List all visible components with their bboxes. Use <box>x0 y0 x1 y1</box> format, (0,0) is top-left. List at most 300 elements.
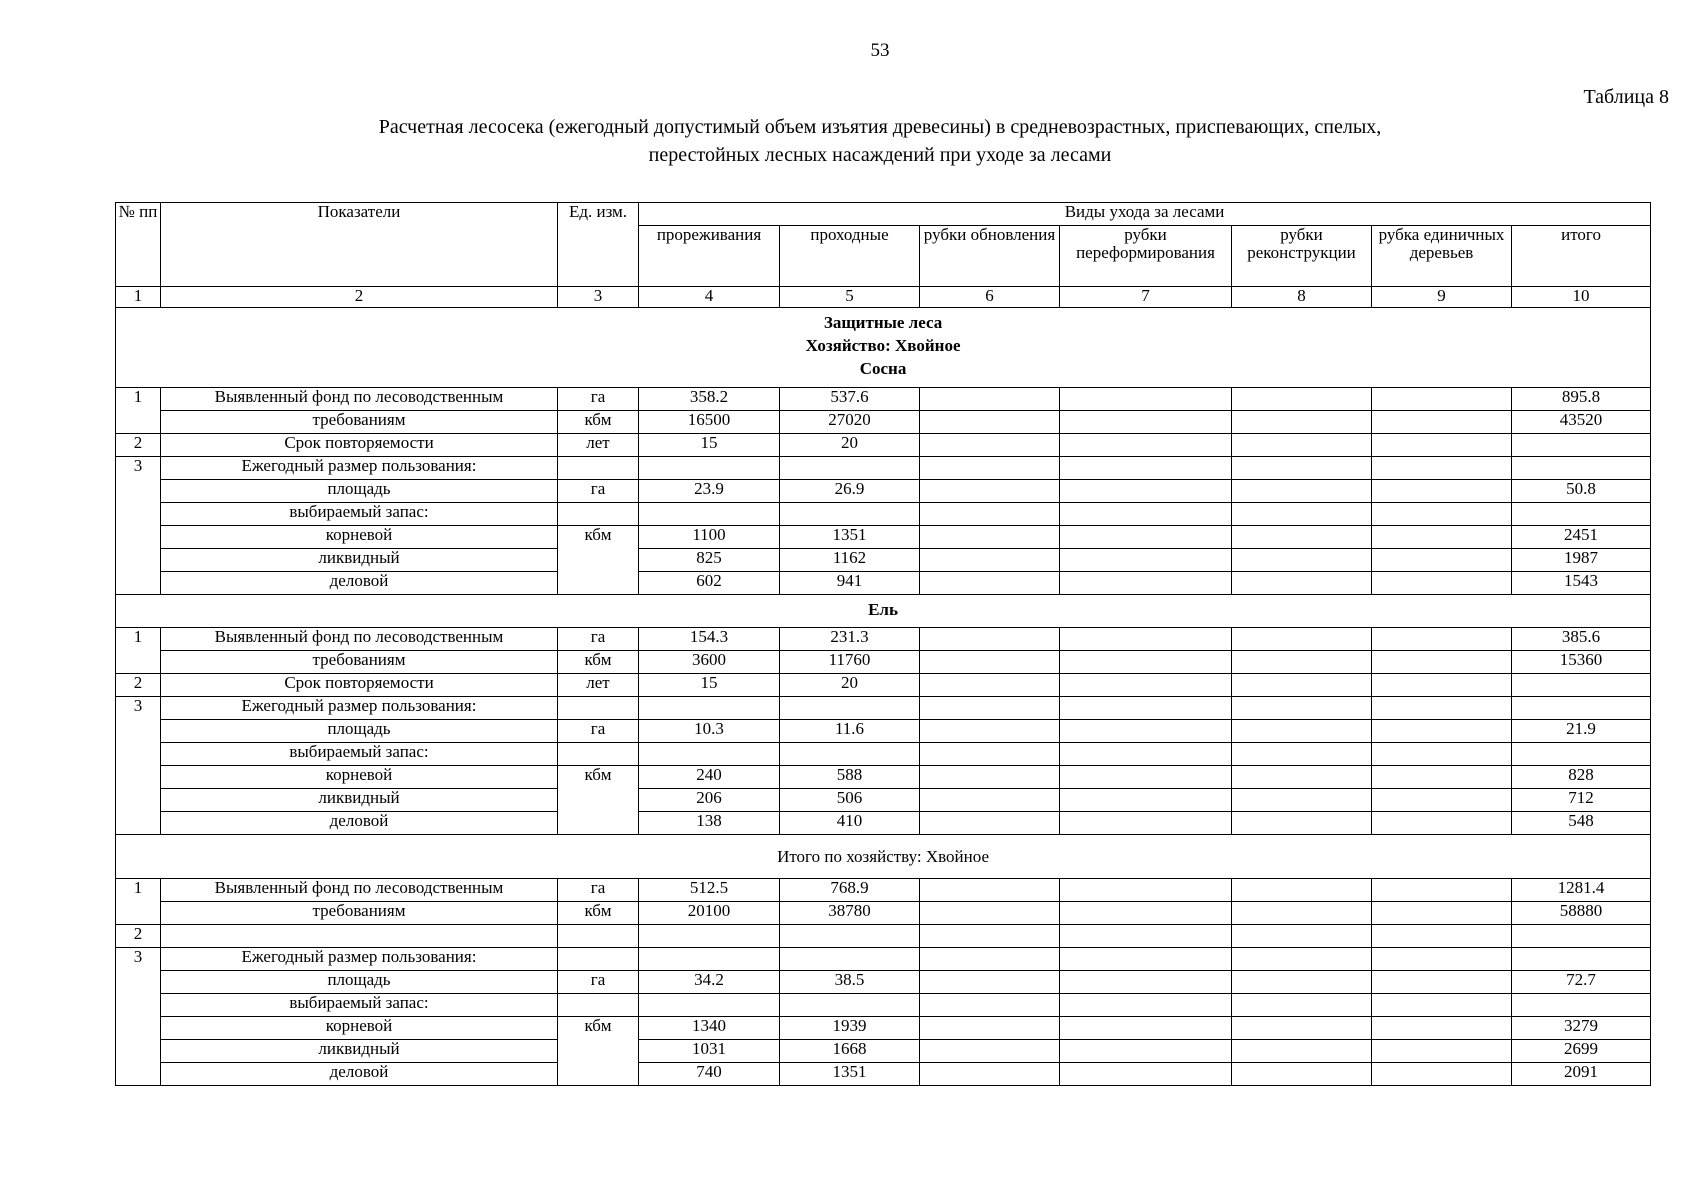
value-cell: 10.3 <box>639 720 780 743</box>
value-cell <box>1232 994 1372 1017</box>
value-cell: 1162 <box>780 549 920 572</box>
value-cell <box>1060 948 1232 971</box>
unit-cell: га <box>558 720 639 743</box>
value-cell <box>1060 971 1232 994</box>
indicator-label: ликвидный <box>161 549 558 572</box>
value-cell <box>1232 503 1372 526</box>
value-cell: 11760 <box>780 651 920 674</box>
unit-cell: кбм <box>558 766 639 835</box>
value-cell: 20 <box>780 674 920 697</box>
value-cell <box>1512 674 1651 697</box>
value-cell <box>1232 572 1372 595</box>
indicator-label: корневой <box>161 766 558 789</box>
value-cell <box>1232 1040 1372 1063</box>
value-cell <box>1372 1063 1512 1086</box>
value-cell <box>1372 651 1512 674</box>
indicator-label: деловой <box>161 1063 558 1086</box>
value-cell: 1281.4 <box>1512 879 1651 902</box>
col-num: 2 <box>161 287 558 308</box>
value-cell <box>1060 902 1232 925</box>
value-cell: 15 <box>639 674 780 697</box>
value-cell <box>920 812 1060 835</box>
value-cell: 506 <box>780 789 920 812</box>
indicator-label: площадь <box>161 971 558 994</box>
row-number: 3 <box>116 457 161 595</box>
value-cell: 20100 <box>639 902 780 925</box>
section-title <box>116 595 1651 628</box>
value-cell <box>920 628 1060 651</box>
row-number: 1 <box>116 879 161 925</box>
table-row <box>116 879 1651 902</box>
value-cell <box>920 971 1060 994</box>
value-cell: 2451 <box>1512 526 1651 549</box>
value-cell: 34.2 <box>639 971 780 994</box>
value-cell: 1031 <box>639 1040 780 1063</box>
table-label: Таблица 8 <box>1583 86 1669 108</box>
value-cell: 3279 <box>1512 1017 1651 1040</box>
unit-cell <box>558 697 639 720</box>
header-col-total: итого <box>1512 226 1651 287</box>
value-cell <box>1060 720 1232 743</box>
value-cell <box>780 743 920 766</box>
value-cell <box>1372 925 1512 948</box>
table-row <box>116 549 1651 572</box>
value-cell <box>639 697 780 720</box>
table-row <box>116 948 1651 971</box>
value-cell: 895.8 <box>1512 388 1651 411</box>
value-cell <box>639 743 780 766</box>
value-cell <box>1060 651 1232 674</box>
value-cell <box>1372 879 1512 902</box>
value-cell <box>1372 1017 1512 1040</box>
value-cell <box>1060 994 1232 1017</box>
table-row <box>116 388 1651 411</box>
value-cell <box>920 925 1060 948</box>
value-cell: 410 <box>780 812 920 835</box>
value-cell <box>920 526 1060 549</box>
value-cell <box>1232 812 1372 835</box>
value-cell: 548 <box>1512 812 1651 835</box>
table-row <box>116 994 1651 1017</box>
value-cell <box>1060 503 1232 526</box>
col-num: 7 <box>1060 287 1232 308</box>
value-cell <box>1372 1040 1512 1063</box>
table-row <box>116 1017 1651 1040</box>
value-cell <box>1232 651 1372 674</box>
value-cell <box>1060 925 1232 948</box>
value-cell <box>1372 697 1512 720</box>
col-num: 10 <box>1512 287 1651 308</box>
value-cell: 1340 <box>639 1017 780 1040</box>
value-cell <box>639 503 780 526</box>
value-cell <box>1372 674 1512 697</box>
unit-cell <box>558 743 639 766</box>
table-row <box>116 902 1651 925</box>
section-title-line: Хозяйство: Хвойное <box>805 336 961 355</box>
row-number: 3 <box>116 948 161 1086</box>
value-cell <box>1060 572 1232 595</box>
value-cell: 512.5 <box>639 879 780 902</box>
col-num: 9 <box>1372 287 1512 308</box>
value-cell <box>1372 743 1512 766</box>
indicator-label <box>161 925 558 948</box>
column-numbers-row <box>116 287 1651 308</box>
value-cell <box>920 457 1060 480</box>
row-number: 1 <box>116 388 161 434</box>
value-cell <box>1372 812 1512 835</box>
unit-cell: лет <box>558 674 639 697</box>
value-cell <box>920 549 1060 572</box>
value-cell: 15360 <box>1512 651 1651 674</box>
section-title-row <box>116 835 1651 879</box>
unit-cell <box>558 925 639 948</box>
table-row <box>116 526 1651 549</box>
col-num: 5 <box>780 287 920 308</box>
value-cell <box>1512 434 1651 457</box>
value-cell <box>639 925 780 948</box>
unit-cell <box>558 503 639 526</box>
row-number: 2 <box>116 434 161 457</box>
title-line-2: перестойных лесных насаждений при уходе за лесами <box>648 144 1112 166</box>
value-cell <box>920 902 1060 925</box>
value-cell <box>780 503 920 526</box>
value-cell <box>639 457 780 480</box>
value-cell <box>920 411 1060 434</box>
value-cell <box>1232 1017 1372 1040</box>
value-cell <box>1372 971 1512 994</box>
value-cell: 16500 <box>639 411 780 434</box>
value-cell: 23.9 <box>639 480 780 503</box>
value-cell <box>1512 948 1651 971</box>
value-cell <box>1512 994 1651 1017</box>
value-cell <box>920 789 1060 812</box>
indicator-label: Выявленный фонд по лесоводственным <box>161 628 558 651</box>
value-cell <box>1372 388 1512 411</box>
value-cell <box>1060 480 1232 503</box>
value-cell <box>1060 1017 1232 1040</box>
indicator-label: площадь <box>161 480 558 503</box>
value-cell: 15 <box>639 434 780 457</box>
indicator-label: корневой <box>161 526 558 549</box>
value-cell <box>1512 925 1651 948</box>
value-cell: 1668 <box>780 1040 920 1063</box>
indicator-label: требованиям <box>161 651 558 674</box>
unit-cell: га <box>558 388 639 411</box>
value-cell <box>1060 526 1232 549</box>
value-cell: 72.7 <box>1512 971 1651 994</box>
value-cell <box>1232 766 1372 789</box>
value-cell <box>1060 697 1232 720</box>
header-col-passage: проходные <box>780 226 920 287</box>
indicator-label: корневой <box>161 1017 558 1040</box>
value-cell: 712 <box>1512 789 1651 812</box>
unit-cell: га <box>558 628 639 651</box>
col-num: 8 <box>1232 287 1372 308</box>
value-cell <box>1372 720 1512 743</box>
unit-cell: кбм <box>558 902 639 925</box>
table-row <box>116 1063 1651 1086</box>
table-row <box>116 503 1651 526</box>
value-cell <box>1372 503 1512 526</box>
value-cell <box>1232 457 1372 480</box>
value-cell <box>920 503 1060 526</box>
indicator-label: выбираемый запас: <box>161 743 558 766</box>
value-cell: 58880 <box>1512 902 1651 925</box>
value-cell <box>1232 925 1372 948</box>
value-cell: 941 <box>780 572 920 595</box>
col-num: 3 <box>558 287 639 308</box>
header-care-types: Виды ухода за лесами <box>639 203 1651 226</box>
value-cell <box>1060 1063 1232 1086</box>
value-cell <box>1060 789 1232 812</box>
value-cell: 21.9 <box>1512 720 1651 743</box>
value-cell <box>920 1017 1060 1040</box>
value-cell: 740 <box>639 1063 780 1086</box>
header-col-thinning: прореживания <box>639 226 780 287</box>
indicator-label: Ежегодный размер пользования: <box>161 457 558 480</box>
value-cell <box>1060 812 1232 835</box>
value-cell <box>920 651 1060 674</box>
table-row <box>116 628 1651 651</box>
value-cell <box>1372 434 1512 457</box>
value-cell: 1939 <box>780 1017 920 1040</box>
section-title-line: Сосна <box>859 359 907 378</box>
row-number: 2 <box>116 674 161 697</box>
value-cell <box>920 879 1060 902</box>
value-cell: 231.3 <box>780 628 920 651</box>
value-cell: 38780 <box>780 902 920 925</box>
unit-cell: лет <box>558 434 639 457</box>
table-row <box>116 480 1651 503</box>
value-cell: 50.8 <box>1512 480 1651 503</box>
value-cell: 154.3 <box>639 628 780 651</box>
value-cell: 2699 <box>1512 1040 1651 1063</box>
value-cell <box>920 743 1060 766</box>
col-num: 6 <box>920 287 1060 308</box>
value-cell <box>1372 766 1512 789</box>
value-cell <box>780 948 920 971</box>
value-cell: 602 <box>639 572 780 595</box>
value-cell <box>639 948 780 971</box>
indicator-label: выбираемый запас: <box>161 503 558 526</box>
unit-cell: кбм <box>558 1017 639 1086</box>
value-cell: 537.6 <box>780 388 920 411</box>
row-number: 3 <box>116 697 161 835</box>
indicator-label: требованиям <box>161 902 558 925</box>
indicator-label: Срок повторяемости <box>161 434 558 457</box>
table-row <box>116 457 1651 480</box>
value-cell <box>1232 526 1372 549</box>
value-cell: 27020 <box>780 411 920 434</box>
section-title <box>116 308 1651 388</box>
value-cell <box>1372 789 1512 812</box>
value-cell <box>780 994 920 1017</box>
value-cell <box>1060 411 1232 434</box>
value-cell <box>920 697 1060 720</box>
unit-cell <box>558 948 639 971</box>
value-cell <box>780 925 920 948</box>
value-cell <box>920 480 1060 503</box>
value-cell <box>1060 457 1232 480</box>
value-cell <box>1512 697 1651 720</box>
value-cell <box>1232 434 1372 457</box>
value-cell <box>1372 572 1512 595</box>
value-cell <box>1232 789 1372 812</box>
value-cell: 1543 <box>1512 572 1651 595</box>
value-cell: 11.6 <box>780 720 920 743</box>
value-cell <box>1232 411 1372 434</box>
value-cell <box>1372 480 1512 503</box>
value-cell <box>1372 457 1512 480</box>
row-number: 2 <box>116 925 161 948</box>
indicator-label: Выявленный фонд по лесоводственным <box>161 879 558 902</box>
value-cell <box>1232 879 1372 902</box>
value-cell <box>780 697 920 720</box>
value-cell <box>1060 743 1232 766</box>
indicator-label: ликвидный <box>161 1040 558 1063</box>
value-cell <box>920 1040 1060 1063</box>
value-cell <box>920 1063 1060 1086</box>
col-num: 4 <box>639 287 780 308</box>
unit-cell: кбм <box>558 526 639 595</box>
table-row <box>116 411 1651 434</box>
value-cell <box>1372 526 1512 549</box>
value-cell: 20 <box>780 434 920 457</box>
value-cell <box>1060 879 1232 902</box>
table-row <box>116 789 1651 812</box>
table-row <box>116 697 1651 720</box>
value-cell: 385.6 <box>1512 628 1651 651</box>
value-cell <box>780 457 920 480</box>
indicator-label: площадь <box>161 720 558 743</box>
value-cell <box>1232 902 1372 925</box>
value-cell: 1351 <box>780 526 920 549</box>
section-title <box>116 835 1651 879</box>
value-cell <box>1372 994 1512 1017</box>
value-cell <box>1060 674 1232 697</box>
table-row <box>116 766 1651 789</box>
indicator-label: Ежегодный размер пользования: <box>161 948 558 971</box>
value-cell <box>920 572 1060 595</box>
value-cell <box>1232 674 1372 697</box>
col-num: 1 <box>116 287 161 308</box>
value-cell <box>1060 549 1232 572</box>
value-cell <box>1512 743 1651 766</box>
value-cell: 825 <box>639 549 780 572</box>
document-title <box>230 113 1530 169</box>
value-cell: 1100 <box>639 526 780 549</box>
table-row <box>116 674 1651 697</box>
row-number: 1 <box>116 628 161 674</box>
value-cell <box>1060 434 1232 457</box>
table-row <box>116 925 1651 948</box>
value-cell <box>920 994 1060 1017</box>
value-cell <box>1232 480 1372 503</box>
header-col-single-trees: рубка единичных деревьев <box>1372 226 1512 287</box>
value-cell <box>1512 503 1651 526</box>
value-cell: 3600 <box>639 651 780 674</box>
unit-cell: кбм <box>558 411 639 434</box>
value-cell <box>1060 1040 1232 1063</box>
value-cell <box>920 948 1060 971</box>
indicator-label: деловой <box>161 572 558 595</box>
table-row <box>116 651 1651 674</box>
value-cell <box>920 674 1060 697</box>
value-cell <box>1372 628 1512 651</box>
value-cell: 358.2 <box>639 388 780 411</box>
header-unit: Ед. изм. <box>558 203 639 287</box>
value-cell <box>1060 388 1232 411</box>
value-cell: 206 <box>639 789 780 812</box>
value-cell <box>920 388 1060 411</box>
header-no: № пп <box>116 203 161 287</box>
indicator-label: Ежегодный размер пользования: <box>161 697 558 720</box>
value-cell <box>1232 948 1372 971</box>
value-cell <box>1372 411 1512 434</box>
section-title-line: Ель <box>868 600 898 619</box>
table-row <box>116 720 1651 743</box>
value-cell <box>1372 549 1512 572</box>
value-cell <box>1232 971 1372 994</box>
table-row <box>116 743 1651 766</box>
unit-cell <box>558 994 639 1017</box>
value-cell <box>1232 743 1372 766</box>
value-cell <box>1232 628 1372 651</box>
indicator-label: Срок повторяемости <box>161 674 558 697</box>
section-title-line: Итого по хозяйству: Хвойное <box>777 847 989 866</box>
indicator-label: Выявленный фонд по лесоводственным <box>161 388 558 411</box>
value-cell <box>639 994 780 1017</box>
table-row <box>116 572 1651 595</box>
value-cell <box>1232 1063 1372 1086</box>
value-cell: 588 <box>780 766 920 789</box>
value-cell: 138 <box>639 812 780 835</box>
title-line-1: Расчетная лесосека (ежегодный допустимый объем изъятия древесины) в средневозрастных, приспевающих, спелых, <box>378 116 1382 138</box>
section-title-line: Защитные леса <box>823 313 943 332</box>
header-col-renewal: рубки обновления <box>920 226 1060 287</box>
unit-cell: га <box>558 480 639 503</box>
value-cell <box>1372 948 1512 971</box>
table-row <box>116 434 1651 457</box>
unit-cell: га <box>558 971 639 994</box>
value-cell: 240 <box>639 766 780 789</box>
table-row <box>116 812 1651 835</box>
value-cell: 43520 <box>1512 411 1651 434</box>
header-col-reformation: рубки переформирования <box>1060 226 1232 287</box>
value-cell: 1987 <box>1512 549 1651 572</box>
unit-cell: кбм <box>558 651 639 674</box>
value-cell: 1351 <box>780 1063 920 1086</box>
value-cell: 828 <box>1512 766 1651 789</box>
value-cell <box>920 720 1060 743</box>
value-cell: 768.9 <box>780 879 920 902</box>
value-cell: 26.9 <box>780 480 920 503</box>
indicator-label: ликвидный <box>161 789 558 812</box>
value-cell <box>1372 902 1512 925</box>
value-cell <box>1060 766 1232 789</box>
indicator-label: выбираемый запас: <box>161 994 558 1017</box>
value-cell <box>1232 549 1372 572</box>
value-cell: 2091 <box>1512 1063 1651 1086</box>
value-cell <box>920 766 1060 789</box>
header-indicators: Показатели <box>161 203 558 287</box>
value-cell <box>1232 720 1372 743</box>
value-cell: 38.5 <box>780 971 920 994</box>
unit-cell <box>558 457 639 480</box>
header-col-reconstruction: рубки реконструкции <box>1232 226 1372 287</box>
value-cell <box>1512 457 1651 480</box>
value-cell <box>1060 628 1232 651</box>
